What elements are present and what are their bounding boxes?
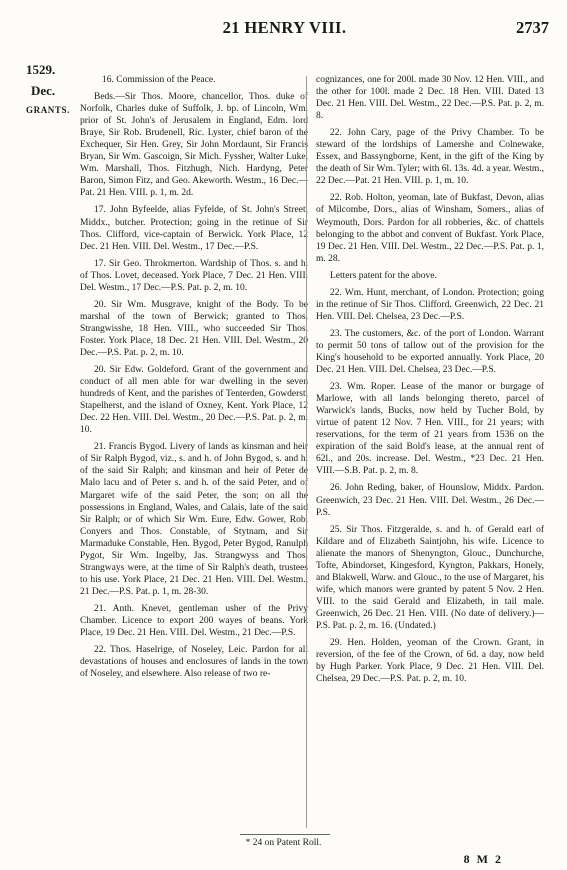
printer-signature: 8 M 2 — [463, 852, 503, 866]
running-head — [20, 18, 549, 40]
footnote-rule — [240, 834, 330, 835]
entry-paragraph: Beds.—Sir Thos. Moore, chancellor, Thos. duke of Norfolk, Charles duke of Suffolk, J. bp. of Lincoln, Wm. prior of St. John's of Jerusalem in England, Edm. lord Braye, Sir Rob. Brudenell, Ric. Lyster, chief baron of the Exchequer, Sir Hen. Grey, Sir John Mordaunt, Sir Francis Bryan, Sir Wm. Gascoign, Sir Mich. Fyssher, Walter Luke, Wm. Marshall, Thos. Fitzhugh, Nich. Hardyng, Peter Baron, Simon Fitz, and Geo. Akeworth. Westm., 16 Dec.—Pat. 21 Hen. VIII. p. 1, m. 2d. — [80, 92, 308, 199]
entry-paragraph: cognizances, one for 200l. made 30 Nov. 12 Hen. VIII., and the other for 100l. made 2 Dec. 18 Hen. VIII. Dated 13 Dec. 21 Hen. VIII. Del. Westm., 22 Dec.—P.S. Pat. p. 2, m. 8. — [316, 75, 544, 122]
running-title: 21 HENRY VIII. — [222, 18, 347, 37]
page-number: 2737 — [516, 18, 549, 37]
margin-section-label: GRANTS. — [26, 105, 70, 115]
entry-paragraph: 21. Anth. Knevet, gentleman usher of the Privy Chamber. Licence to export 200 wayes of beans. York Place, 19 Dec. 21 Hen. VIII. Del. Westm., 21 Dec.—P.S. — [80, 603, 308, 639]
entry-paragraph: 22. Wm. Hunt, merchant, of London. Protection; going in the retinue of Sir Thos. Clifford. Greenwich, 22 Dec. 21 Hen. VIII. Del. Chelsea, 23 Dec.—P.S. — [316, 287, 544, 322]
entry-paragraph: 21. Francis Bygod. Livery of lands as kinsman and heir of Sir Ralph Bygod, viz., s. and h. of John Bygod, s. and h. of the said Sir Ralph; and kinsman and heir of Peter de Malo lacu and of Peter s. and h. of the said Peter, and of Margaret wife of the said Peter, the son; on all the possessions in England, Wales, and Calais, late of the said Sir Ralph; or of which Sir Wm. Eure, Edw. Gower, Rob. Conyers and Thos. Constable, of Stytnam, and Sir Marmaduke Constable, Hen. Bygod, Peter Bygod, Ranulph Pygot, Sir Wm. Ingelby, Jas. Strangwyss and Thos. Strangways were, at the time of Sir Ralph's death, trustees to his use. York Place, 21 Dec. 21 Hen. VIII. Del. Westm., 21 Dec.—P.S. Pat. p. 1, m. 28-30. — [80, 442, 308, 597]
entry-paragraph: Letters patent for the above. — [330, 270, 437, 281]
column-divider — [306, 76, 307, 828]
entry-paragraph: 20. Sir Wm. Musgrave, knight of the Body. To be marshal of the town of Berwick; granted to Thos. Strangwisshe, 18 Hen. VIII., who succeeded Sir Thos. Foster. York Place, 18 Dec. 21 Hen. VIII. Del. Westm., 20 Dec.—P.S. Pat. p. 2, m. 10. — [80, 299, 308, 358]
entry-paragraph: 17. John Byfeelde, alias Fyfelde, of St. John's Street, Middx., butcher. Protection; going in the retinue of Sir Thos. Clifford, vice-captain of Berwick. York Place, 12 Dec. 21 Hen. VIII. Del. Westm., 17 Dec.—P.S. — [80, 205, 308, 252]
entry-paragraph: 25. Sir Thos. Fitzgeralde, s. and h. of Gerald earl of Kildare and of Elizabeth Saintjohn, his wife. Licence to alienate the manors of Shenyngton, Glouc., Dunchurche, Tofte, Abindorset, Kingesford, Kyngton, Pakkars, Honely, and Blakwell, Warw. and Glouc., to the use of Margaret, his wife, which manors were granted by patent 5 Nov. 2 Hen. VIII. to the said Gerald and Elizabeth, in tail male. Greenwich, 26 Dec. 21 Hen. VIII. (No date of delivery.)—P.S. Pat. p. 2, m. 16. (Undated.) — [316, 524, 544, 631]
entry-paragraph: 23. Wm. Roper. Lease of the manor or burgage of Marlowe, with all lands belonging thereto, parcel of Warwick's lands, Bucks, now held by Tucher Bold, by virtue of patent 12 Nov. 7 Hen. VIII., for 21 years; with reservations, for the term of 21 years from 1536 on the expiration of the said Bold's lease, at the annual rent of 62l., and 20s. increase. Del. Westm., *23 Dec. 21 Hen. VIII.—S.B. Pat. p. 2, m. 8. — [316, 382, 544, 477]
left-column — [80, 74, 308, 685]
right-column — [316, 74, 544, 690]
entry-paragraph: 22. John Cary, page of the Privy Chamber. To be steward of the lordships of Lamershe and Colnewake, Essex, and Bassyngborne, Kent, in the gift of the King by the death of Sir Wm. Tyler; with 6l. 13s. 4d. a year. Westm., 22 Dec.—Pat. 21 Hen. VIII. p. 1, m. 10. — [316, 128, 544, 187]
entry-paragraph: 22. Rob. Holton, yeoman, late of Bukfast, Devon, alias of Milcombe, Dors., alias of Winsham, Somers., alias of Weymouth, Dors. Pardon for all robberies, &c. of chattels belonging to the abbot and convent of Bukfast. York Place, 19 Dec. 21 Hen. VIII. Del. Westm., 22 Dec.—P.S. Pat. p. 1, m. 28. — [316, 193, 544, 264]
entry-paragraph: 16. Commission of the Peace. — [102, 75, 216, 85]
entry-paragraph: 22. Thos. Haselrige, of Noseley, Leic. Pardon for all devastations of houses and enclosures of lands in the town of Noseley, and elsewhere. Also release of two re- — [80, 645, 308, 680]
margin-month: Dec. — [31, 83, 56, 98]
entry-paragraph: 29. Hen. Holden, yeoman of the Crown. Grant, in reversion, of the fee of the Crown, of 6d. a day, now held by Hugh Parker. York Place, 9 Dec. 21 Hen. VIII. Del. Chelsea, 29 Dec.—P.S. Pat. p. 2, m. 10. — [316, 638, 544, 685]
entry-paragraph: 23. The customers, &c. of the port of London. Warrant to permit 50 tons of tallow out of the provision for the King's household to be exported annually. York Place, 20 Dec. 21 Hen. VIII. Del. Chelsea, 23 Dec.—P.S. — [316, 328, 544, 376]
entry-paragraph: 17. Sir Geo. Throkmerton. Wardship of Thos. s. and h. of Thos. Lovet, deceased. York Place, 7 Dec. 21 Hen. VIII. Del. Westm., 17 Dec.—P.S. Pat. p. 2, m. 10. — [80, 258, 308, 293]
margin-notes — [26, 62, 86, 115]
entry-paragraph: 26. John Reding, baker, of Hounslow, Middx. Pardon. Greenwich, 23 Dec. 21 Hen. VIII. Del. Westm., 26 Dec.—P.S. — [316, 483, 544, 518]
margin-year: 1529. — [26, 62, 56, 77]
entry-paragraph: 20. Sir Edw. Goldeford. Grant of the government and conduct of all men able for war dwelling in the seven hundreds of Kent, and the parishes of Tenterden, Gowderst, Stapelherst, and the island of Oxney, Kent. York Place, 12 Dec. 22 Hen. VIII. Del. Westm., 20 Dec.—P.S. Pat. p. 2, m. 10. — [80, 365, 308, 436]
footnote: * 24 on Patent Roll. — [245, 838, 322, 848]
